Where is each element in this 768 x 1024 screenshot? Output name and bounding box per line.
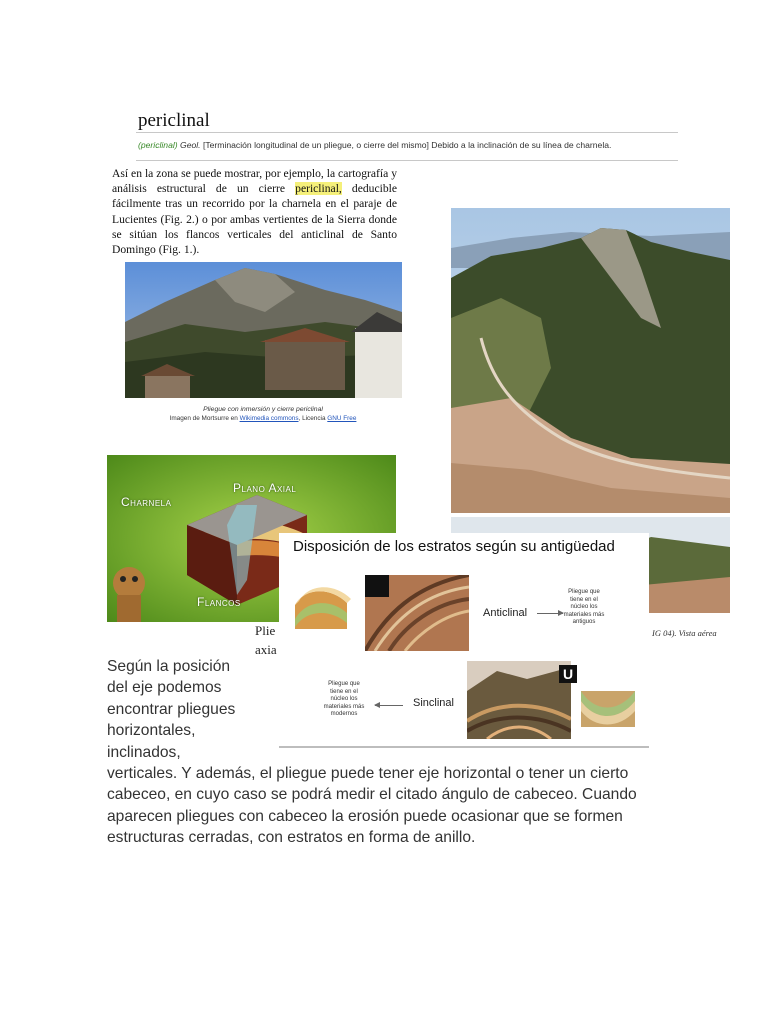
wikimedia-link[interactable]: Wikimedia commons xyxy=(239,415,299,422)
definition-text: [Terminación longitudinal de un pliegue, o cierre del mismo] Debido a la inclinación de su línea de charnela. xyxy=(202,140,612,150)
credit-middle: , Licencia xyxy=(298,415,328,422)
mountain-village-photo xyxy=(125,262,402,398)
scan-text-before: Así en la zona se puede mostrar, por ejemplo, la cartografía y análisis estructural de un cierre xyxy=(112,167,397,196)
strata-card-title: Disposición de los estratos según su antigüedad xyxy=(293,538,615,555)
plano-axial-label: Plano Axial xyxy=(233,481,297,495)
anticline-rock-photo xyxy=(365,575,469,651)
body-line: encontrar pliegues xyxy=(107,700,236,718)
charnela-label: Charnela xyxy=(121,495,172,509)
sinclinal-badge: U xyxy=(559,665,577,683)
body-rest: verticales. Y además, el pliegue puede tener eje horizontal o tener un cierto cabeceo, en cuyo caso se podrá medir el citado ángulo de cabeceo. Cuando aparecen pliegues con cabeceo la erosión puede ocasionar que se formen estructuras cerradas, con estratos en forma de anillo. xyxy=(107,765,637,847)
fold-caption-line: Plie xyxy=(255,623,276,638)
body-line: inclinados, xyxy=(107,743,181,761)
definition-abbreviation: Geol. xyxy=(180,140,201,150)
definition-term-link[interactable]: (periclinal) xyxy=(138,140,178,150)
photo-caption-title: Pliegue con inmersión y cierre periclinal xyxy=(203,406,323,413)
anticlinal-label: Anticlinal xyxy=(483,607,528,619)
body-line: Según la posición xyxy=(107,658,231,675)
divider xyxy=(136,132,678,133)
dictionary-entry xyxy=(122,88,678,164)
sinclinal-note: Pliegue que tiene en el núcleo los materiales más modernos xyxy=(323,681,365,718)
body-line: horizontales, xyxy=(107,722,196,740)
anticlinal-arrow xyxy=(537,613,563,614)
scan-text-after: deducible fácilmente tras un recorrido por la charnela en el paraje de Lucientes (Fig. 2.) o por ambas vertientes de la Sierra donde se sitúan los flancos verticales del anticlinal de Santo Domingo (Fig. 1.). xyxy=(112,182,397,257)
credit-prefix: Imagen de Mortsurre en xyxy=(169,415,240,422)
scan-highlight: periclinal, xyxy=(295,182,342,196)
photo-caption xyxy=(118,405,408,423)
anticline-block-icon xyxy=(291,579,355,635)
scanned-paragraph xyxy=(112,166,397,257)
divider xyxy=(136,160,678,161)
dictionary-definition xyxy=(138,140,611,150)
photo-caption-credit xyxy=(118,414,408,423)
dictionary-term: periclinal xyxy=(138,110,210,131)
sinclinal-label: Sinclinal xyxy=(413,697,454,709)
fold-caption-line: axia xyxy=(255,642,277,657)
aerial-mountain-photo xyxy=(451,208,730,513)
body-paragraph xyxy=(107,656,659,849)
fold-diagram-caption xyxy=(255,621,277,659)
flancos-label: Flancos xyxy=(197,595,241,609)
aerial-photo-caption: IG 04). Vista aérea xyxy=(652,628,717,638)
body-line: del eje podemos xyxy=(107,679,222,697)
license-link[interactable]: GNU Free xyxy=(327,415,357,422)
anticlinal-note: Pliegue que tiene en el núcleo los materiales más antiguos xyxy=(563,589,605,626)
